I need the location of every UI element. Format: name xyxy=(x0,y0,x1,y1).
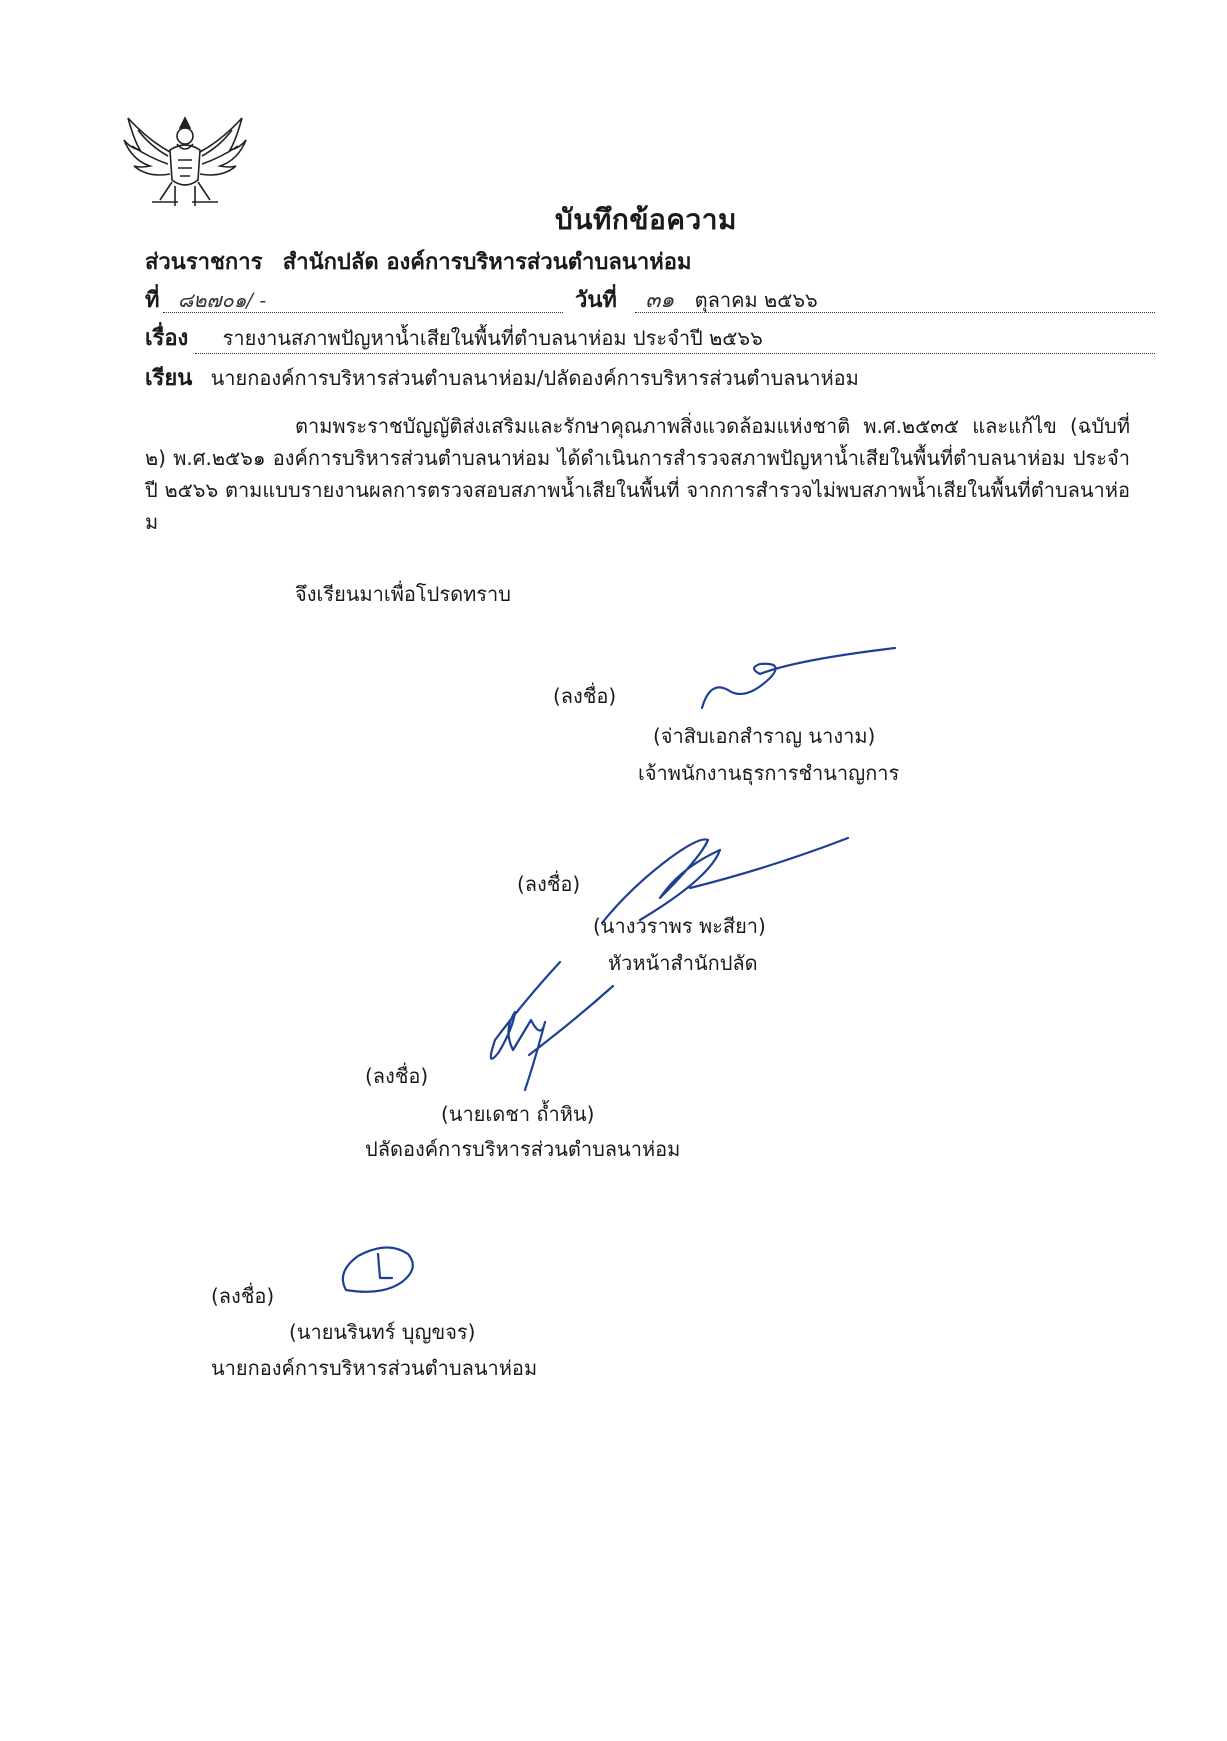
memo-title: บันทึกข้อความ xyxy=(555,203,737,236)
signature-4-ink xyxy=(338,1242,418,1298)
signature-1-label: (ลงชื่อ) xyxy=(553,684,617,708)
signature-1-ink xyxy=(700,640,900,710)
signature-3-name: (นายเดชา ถ้ำหิน) xyxy=(441,1102,595,1126)
ref-label: ที่ xyxy=(145,288,160,313)
department-row xyxy=(145,244,691,279)
ref-dotted-line xyxy=(163,312,563,313)
signature-2-position: หัวหน้าสำนักปลัด xyxy=(608,951,758,975)
ref-value: ๘๒๗๐๑/ - xyxy=(177,288,267,312)
signature-1-name: (จ่าสิบเอกสำราญ นางาม) xyxy=(653,724,876,748)
to-value: นายกองค์การบริหารส่วนตำบลนาห่อม/ปลัดองค์การบริหารส่วนตำบลนาห่อม xyxy=(210,366,859,390)
department-value: สำนักปลัด องค์การบริหารส่วนตำบลนาห่อม xyxy=(282,250,692,275)
to-label: เรียน xyxy=(145,366,193,391)
signature-3-position: ปลัดองค์การบริหารส่วนตำบลนาห่อม xyxy=(365,1137,681,1161)
signature-3-label: (ลงชื่อ) xyxy=(365,1064,429,1088)
subject-dotted-line xyxy=(195,353,1155,354)
signature-2-name: (นางวราพร พะสียา) xyxy=(593,914,766,938)
signature-1-position: เจ้าพนักงานธุรการชำนาญการ xyxy=(638,761,900,785)
signature-4-label: (ลงชื่อ) xyxy=(211,1284,275,1308)
subject-row xyxy=(145,320,763,355)
signature-4-name: (นายนรินทร์ บุญขจร) xyxy=(289,1320,476,1344)
department-label: ส่วนราชการ xyxy=(145,250,263,275)
body-paragraph-block xyxy=(145,410,1130,538)
date-label: วันที่ xyxy=(575,288,617,313)
date-dotted-line xyxy=(635,312,1155,313)
signature-3-ink xyxy=(485,960,625,1100)
signature-4-position: นายกองค์การบริหารส่วนตำบลนาห่อม xyxy=(211,1356,538,1380)
to-row xyxy=(145,360,859,395)
date-value: ตุลาคม ๒๕๖๖ xyxy=(694,288,818,312)
garuda-emblem xyxy=(120,110,250,215)
subject-label: เรื่อง xyxy=(145,326,189,351)
body-paragraph: ตามพระราชบัญญัติส่งเสริมและรักษาคุณภาพสิ่งแวดล้อมแห่งชาติ พ.ศ.๒๕๓๕ และแก้ไข (ฉบับที่ ๒) พ.ศ.๒๕๖๑ องค์การบริหารส่วนตำบลนาห่อม ได้ดำเนินการสำรวจสภาพปัญหาน้ำเสียในพื้นที่ตำบลนาห่อม ประจำปี ๒๕๖๖ ตามแบบรายงานผลการตรวจสอบสภาพน้ำเสียในพื้นที่ จากการสำรวจไม่พบสภาพน้ำเสียในพื้นที่ตำบลนาห่อม xyxy=(145,414,1130,534)
date-day: ๓๑ xyxy=(645,288,675,313)
closing-line: จึงเรียนมาเพื่อโปรดทราบ xyxy=(295,582,511,606)
signature-2-label: (ลงชื่อ) xyxy=(517,872,581,896)
subject-value: รายงานสภาพปัญหาน้ำเสียในพื้นที่ตำบลนาห่อม ประจำปี ๒๕๖๖ xyxy=(222,326,763,350)
